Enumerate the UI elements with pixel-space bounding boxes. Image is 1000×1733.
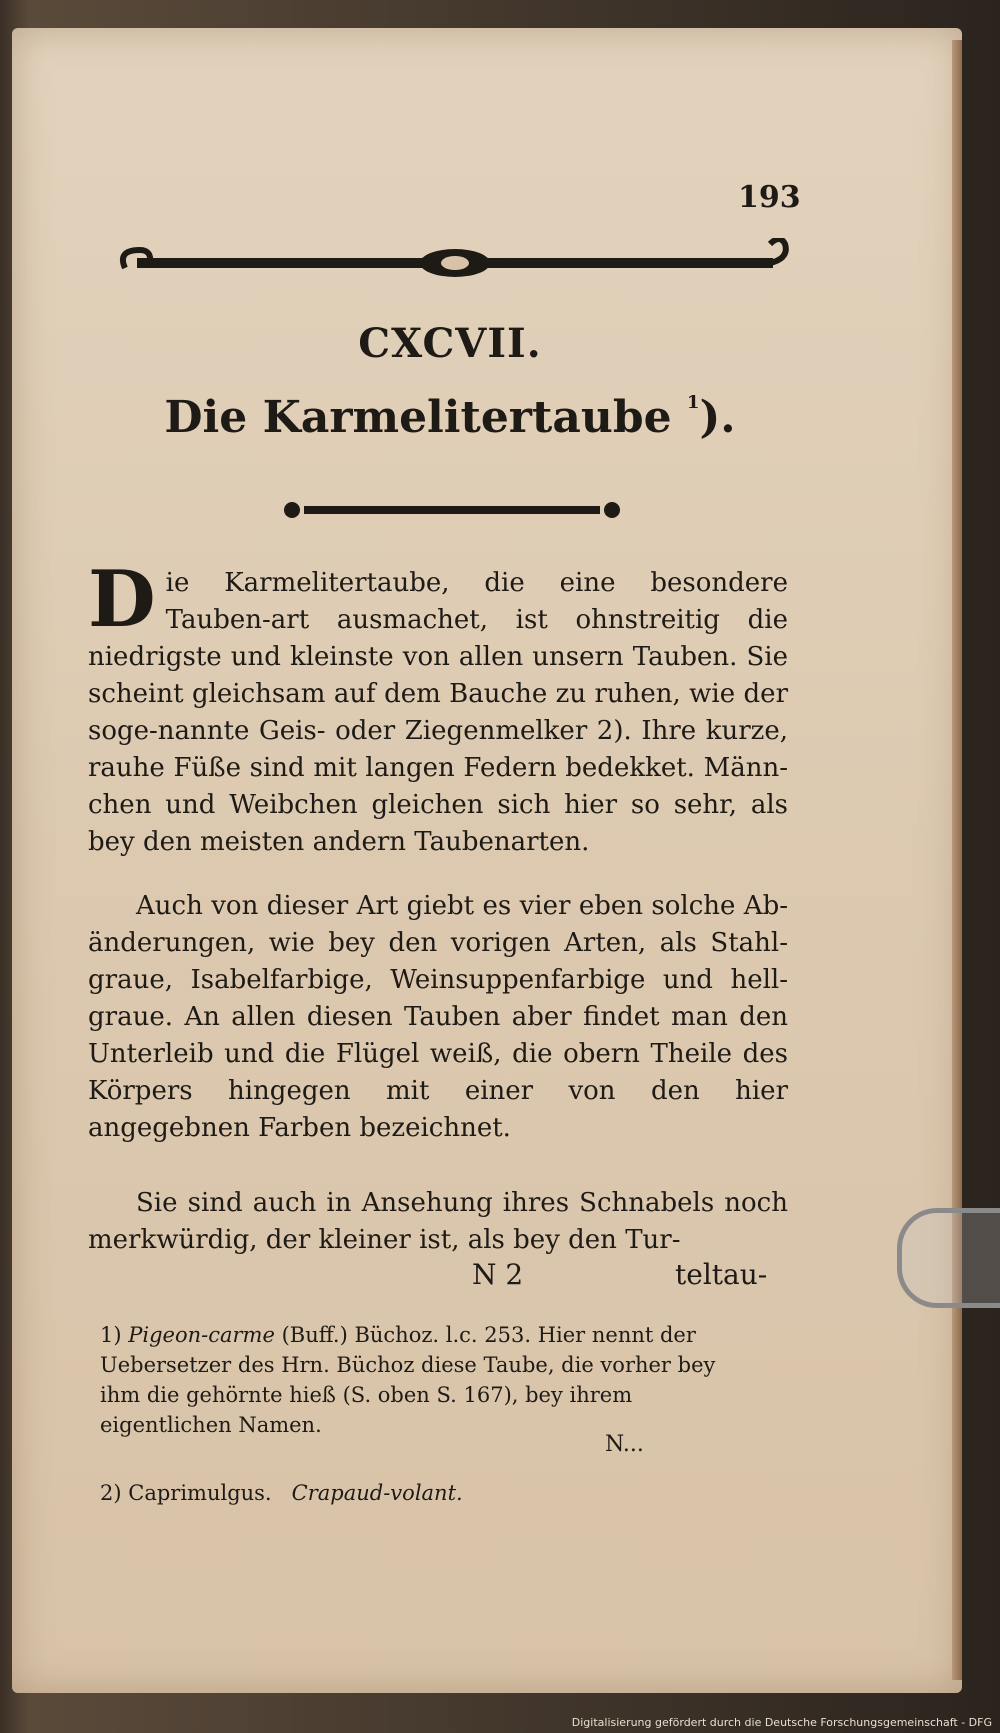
page-edge [952, 40, 962, 1680]
page-number: 193 [738, 180, 801, 215]
chapter-title: Die Karmelitertaube $^1$). [164, 392, 736, 443]
digitization-credit: Digitalisierung gefördert durch die Deutsche Forschungsgemeinschaft - DFG [571, 1716, 992, 1729]
footnote-1 [100, 1320, 760, 1440]
mid-ornament [282, 498, 622, 522]
footnote-catchword: N... [605, 1432, 644, 1457]
footnote-1-text: (Buff.) Büchoz. l.c. 253. Hier nennt der Uebersetzer des Hrn. Büchoz diese Taube, die vorher bey ihm die gehörnte hieß (S. oben S. 167), bey ihrem eigentlichen Namen. [100, 1323, 716, 1437]
footnote-1-italic: Pigeon-carme [128, 1323, 275, 1347]
paragraph-3-text: Sie sind auch in Ansehung ihres Schnabels noch merkwürdig, der kleiner ist, als bey den Tur- [88, 1188, 788, 1255]
footnote-1-marker: 1) [100, 1323, 122, 1347]
chapter-title-text: Die Karmelitertaube [164, 392, 672, 443]
page-clip [897, 1208, 1000, 1308]
paragraph-2-text: Auch von dieser Art giebt es vier eben solche Ab-änderungen, wie bey den vorigen Arten, als Stahl-graue, Isabelfarbige, Weinsuppenfarbige und hell-graue. An allen diesen Tauben aber findet man den Unterleib und die Flügel weiß, die obern Theile des Körpers hingegen mit einer von den hier angegebnen Farben bezeichnet. [88, 891, 788, 1143]
footnote-2 [100, 1478, 760, 1508]
chapter-number: CXCVII. [358, 320, 542, 367]
signature-mark: N 2 [472, 1258, 524, 1291]
paragraph-3 [88, 1185, 788, 1259]
paragraph-1-text: ie Karmelitertaube, die eine besondere Tauben-art ausmachet, ist ohnstreitig die niedrigste und kleinste von allen unsern Tauben. Sie scheint gleichsam auf dem Bauche zu ruhen, wie der soge-nannte Geis- oder Ziegenmelker 2). Ihre kurze, rauhe Füße sind mit langen Federn bedekket. Männ-chen und Weibchen gleichen sich hier so sehr, als bey den meisten andern Taubenarten. [88, 568, 788, 857]
footnote-2-text: Caprimulgus. [128, 1481, 272, 1505]
paragraph-2 [88, 888, 788, 1147]
footnote-2-marker: 2) [100, 1481, 122, 1505]
title-footnote-ref: 1 [686, 392, 700, 413]
footnote-2-italic: Crapaud-volant. [291, 1481, 463, 1505]
top-ornament [115, 238, 795, 288]
catchword: teltau- [675, 1258, 768, 1291]
paragraph-1 [88, 554, 788, 861]
drop-cap: D [88, 554, 156, 645]
